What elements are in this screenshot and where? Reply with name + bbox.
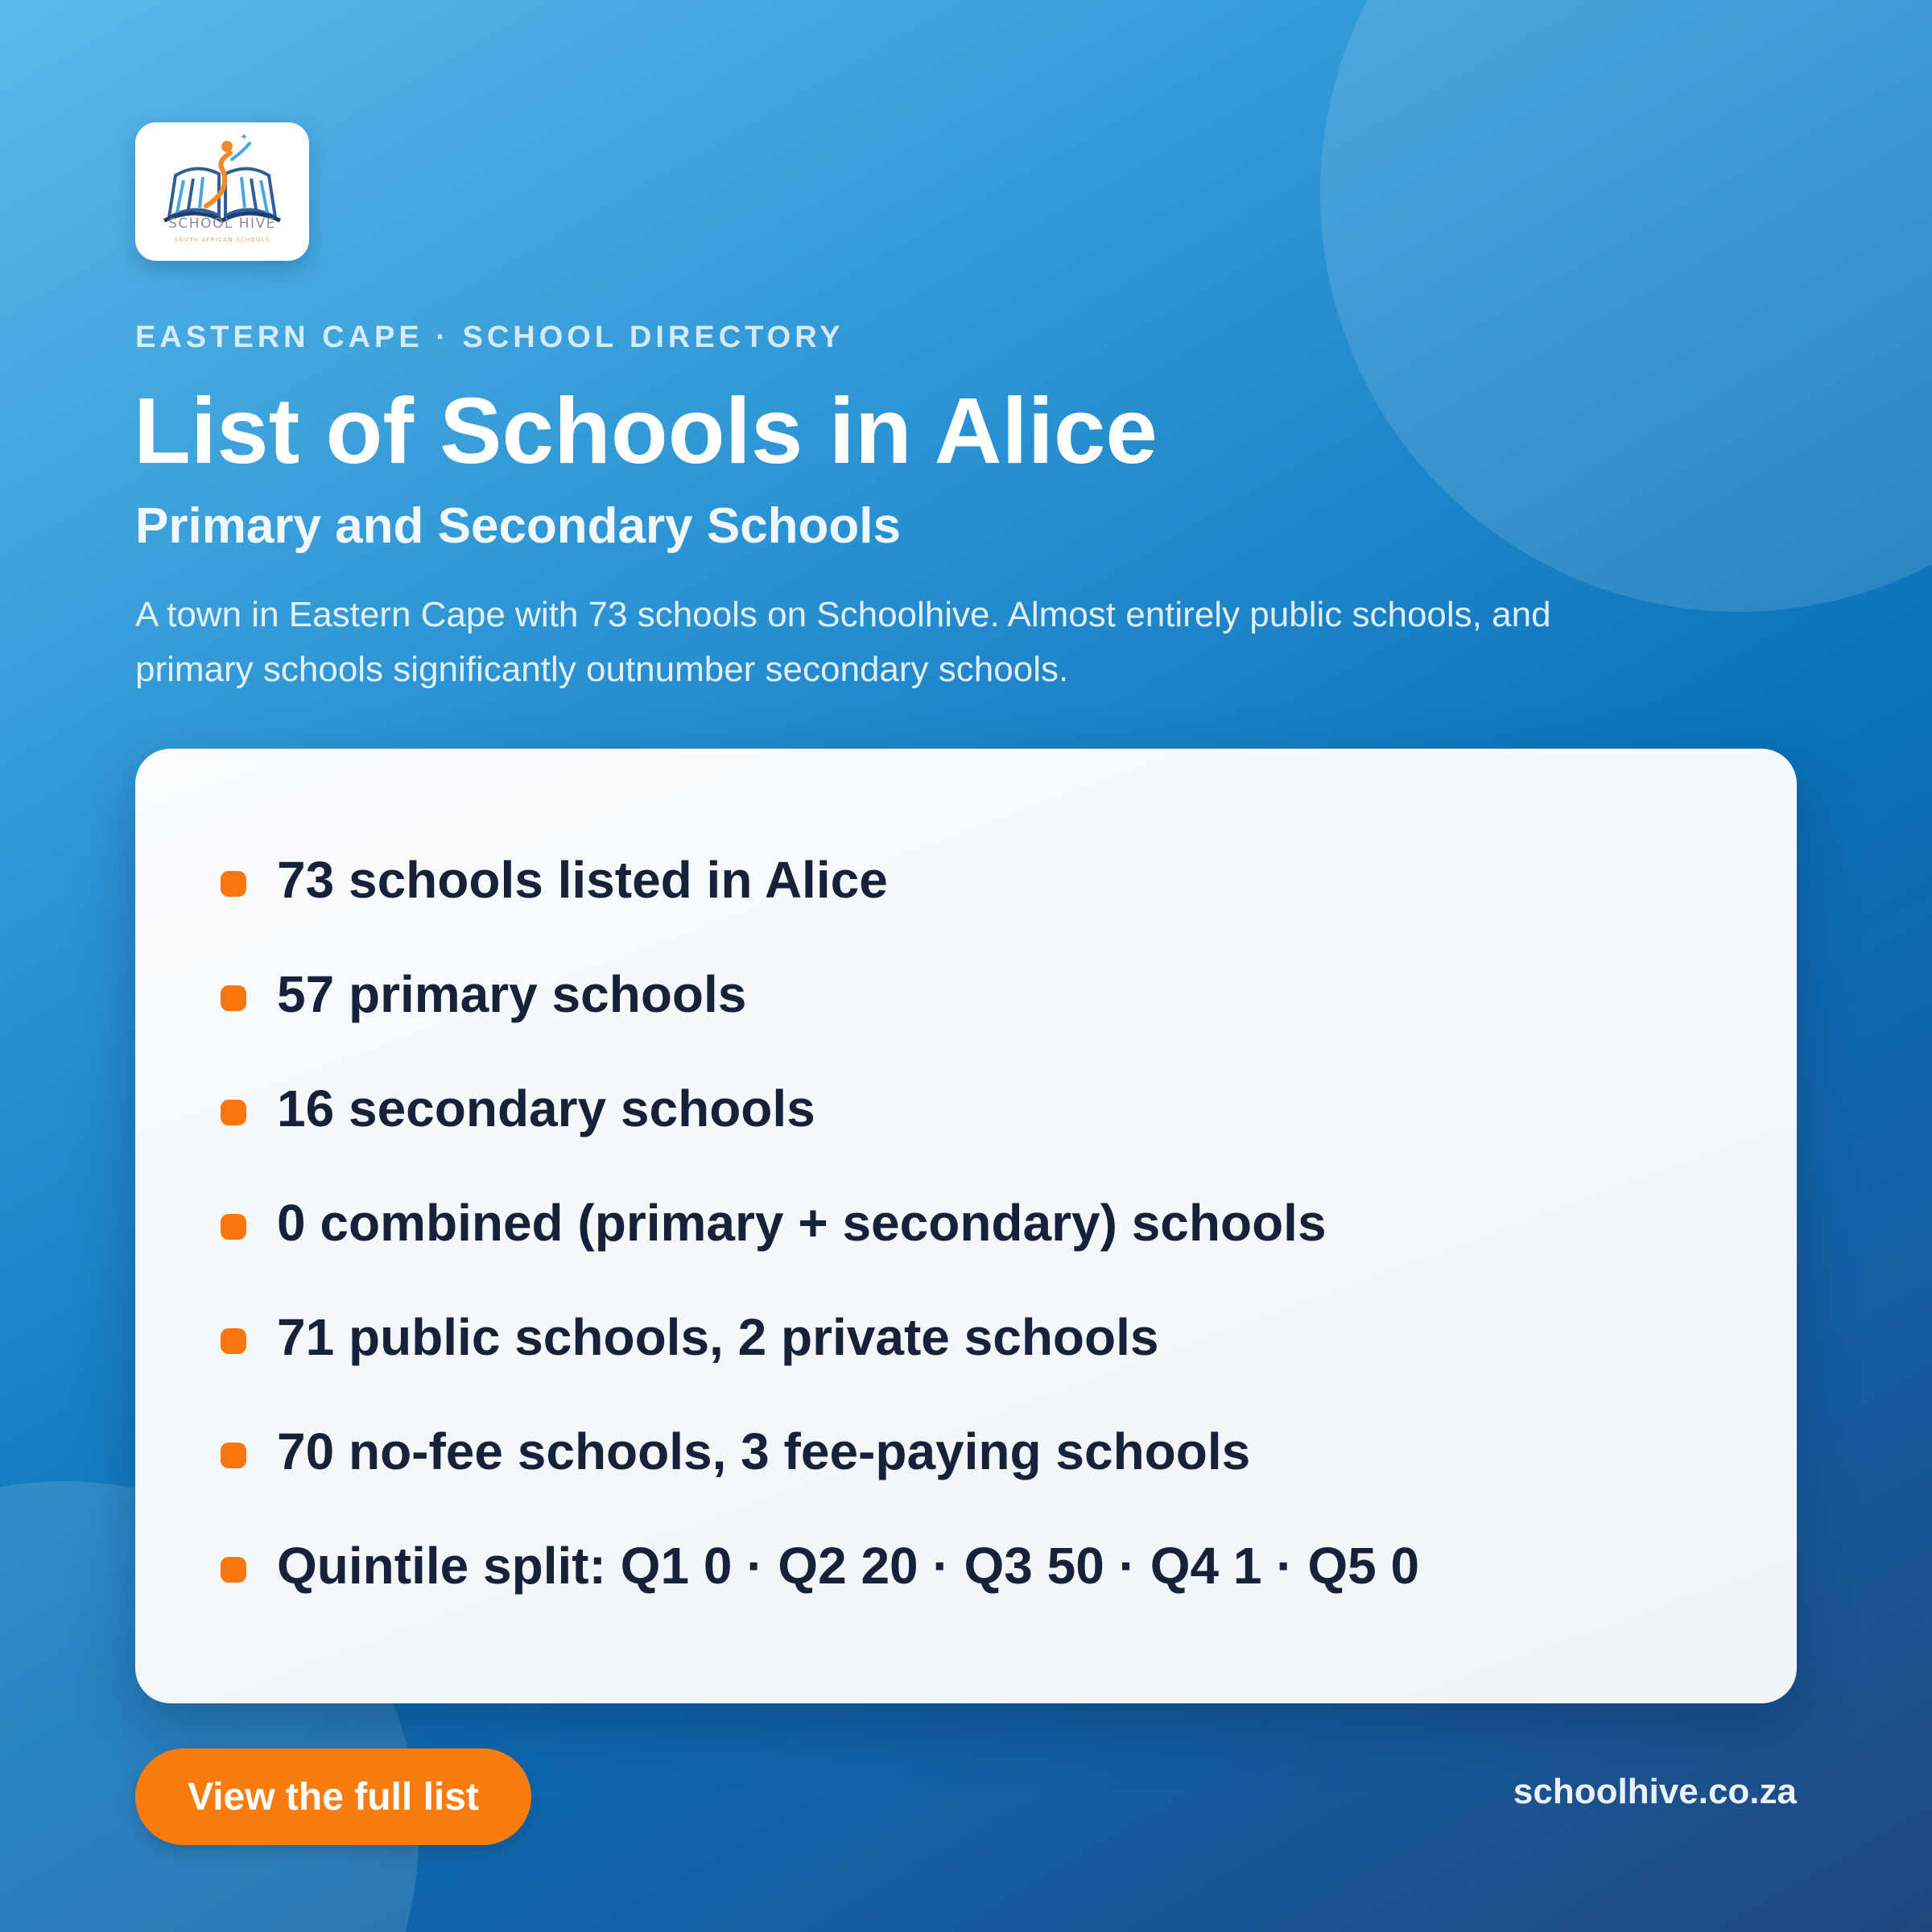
bullet-icon bbox=[221, 985, 246, 1011]
page-subtitle: Primary and Secondary Schools bbox=[135, 498, 902, 554]
bullet-icon bbox=[221, 1214, 246, 1240]
page-title: List of Schools in Alice bbox=[134, 378, 1158, 483]
stat-text: 0 combined (primary + secondary) schools bbox=[277, 1194, 1327, 1252]
bullet-icon bbox=[221, 871, 246, 897]
stat-public-private bbox=[221, 1307, 1419, 1421]
logo-tagline: SOUTH AFRICAN SCHOOLS bbox=[174, 237, 270, 243]
bullet-icon bbox=[221, 1100, 246, 1125]
logo-wordmark: SCHOOL HIVE bbox=[168, 216, 276, 232]
stat-total-schools bbox=[221, 849, 1419, 964]
section-eyebrow: EASTERN CAPE · SCHOOL DIRECTORY bbox=[135, 320, 844, 354]
stat-combined-schools bbox=[221, 1192, 1419, 1307]
stat-text: 57 primary schools bbox=[277, 965, 747, 1023]
stats-card bbox=[135, 749, 1797, 1703]
site-url: schoolhive.co.za bbox=[1513, 1772, 1797, 1811]
stat-primary-schools bbox=[221, 964, 1419, 1078]
stat-text: Quintile split: Q1 0 · Q2 20 · Q3 50 · Q4 1 · Q5 0 bbox=[277, 1537, 1420, 1595]
stat-text: 71 public schools, 2 private schools bbox=[277, 1308, 1159, 1366]
bullet-icon bbox=[221, 1443, 246, 1468]
page-description: A town in Eastern Cape with 73 schools on Schoolhive. Almost entirely public schools, and primary schools significantly outnumber secondary schools. bbox=[135, 595, 1551, 689]
stat-quintile-split bbox=[221, 1535, 1419, 1649]
decorative-circle-top bbox=[1320, 0, 1932, 612]
stats-list bbox=[221, 849, 1419, 1649]
school-hive-logo bbox=[135, 122, 309, 261]
stat-text: 70 no-fee schools, 3 fee-paying schools bbox=[277, 1422, 1251, 1480]
stat-text: 16 secondary schools bbox=[277, 1080, 815, 1137]
svg-text:✦: ✦ bbox=[240, 131, 249, 142]
view-full-list-button[interactable]: View the full list bbox=[135, 1748, 531, 1845]
stat-secondary-schools bbox=[221, 1078, 1419, 1192]
bullet-icon bbox=[221, 1328, 246, 1354]
bullet-icon bbox=[221, 1557, 246, 1583]
stat-text: 73 schools listed in Alice bbox=[277, 851, 888, 909]
stat-fee-status bbox=[221, 1421, 1419, 1535]
